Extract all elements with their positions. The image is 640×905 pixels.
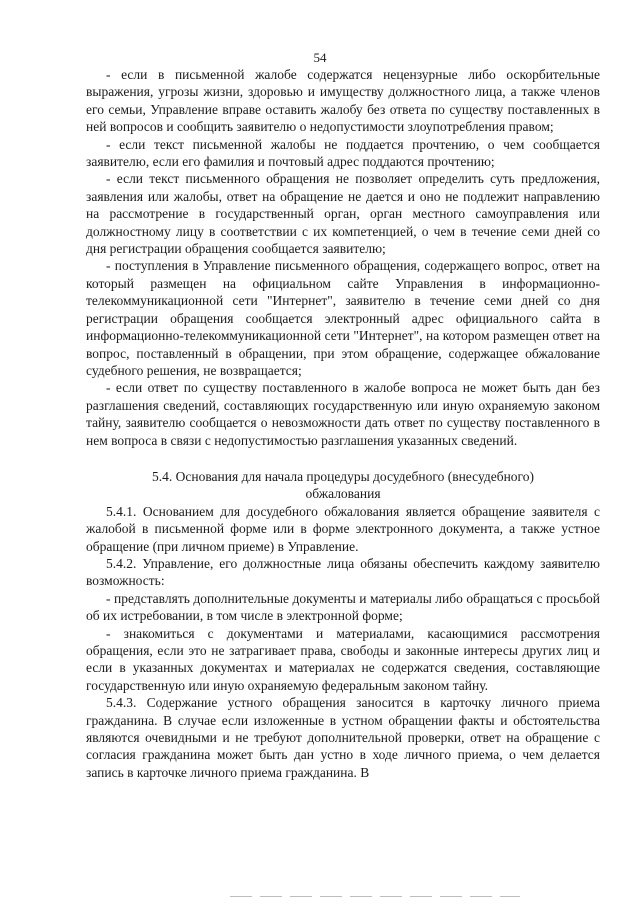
paragraph-answer-on-website: - поступления в Управление письменного обращения, содержащего вопрос, ответ на который размещен на официальном сайте Управления в информационно-телекоммуникационной сети "Интернет", заявителю в течение семи дней со дня регистрации обращения сообщается электронный адрес официального сайта в информационно-телекоммуникационной сети "Интернет", на котором размещен ответ на вопрос, поставленный в обращении, при этом обращение, содержащее обжалование судебного решения, не возвращается; <box>86 258 600 378</box>
paragraph-unreadable-complaint: - если текст письменной жалобы не поддается прочтению, о чем сообщается заявителю, если его фамилия и почтовый адрес поддаются прочтению; <box>86 136 600 170</box>
paragraph-submit-documents: - представлять дополнительные документы и материалы либо обращаться с просьбой об их истребовании, в том числе в электронной форме; <box>86 590 600 624</box>
page-number: 54 <box>313 50 327 65</box>
section-heading: 5.4. Основания для начала процедуры досудебного (внесудебного) обжалования <box>152 468 534 502</box>
scan-artifact-divider <box>230 896 520 897</box>
paragraph-state-secret: - если ответ по существу поставленного в жалобе вопроса не может быть дан без разглашения сведений, составляющих государственную или иную охраняемую законом тайну, заявителю сообщается о невозможности дать ответ по существу поставленного в нем вопроса в связи с недопустимостью разглашения указанных сведений. <box>86 380 600 448</box>
paragraph-unclear-appeal: - если текст письменного обращения не позволяет определить суть предложения, заявления или жалобы, ответ на обращение не дается и оно не подлежит направлению на рассмотрение в государственный орган, орган местного самоуправления или должностному лицу в соответствии с их компетенцией, о чем в течение семи дней со дня регистрации обращения сообщается заявителю; <box>86 171 600 257</box>
paragraph-5-4-2: 5.4.2. Управление, его должностные лица обязаны обеспечить каждому заявителю возможность: <box>86 555 600 589</box>
paragraph-5-4-1: 5.4.1. Основанием для досудебного обжалования является обращение заявителя с жалобой в письменной форме или в форме электронного документа, а также устное обращение (при личном приеме) в Управление. <box>86 503 600 554</box>
document-body <box>86 66 600 781</box>
paragraph-5-4-3: 5.4.3. Содержание устного обращения заносится в карточку личного приема гражданина. В случае если изложенные в устном обращении факты и обстоятельства являются очевидными и не требуют дополнительной проверки, ответ на обращение с согласия гражданина может быть дан устно в ходе личного приема, о чем делается запись в карточке личного приема гражданина. В <box>86 695 600 780</box>
paragraph-obscene-complaint: - если в письменной жалобе содержатся нецензурные либо оскорбительные выражения, угрозы жизни, здоровью и имуществу должностного лица, а также членов его семьи, Управление вправе оставить жалобу без ответа по существу поставленных в ней вопросов и сообщить заявителю о недопустимости злоупотребления правом; <box>86 67 600 135</box>
paragraph-review-materials: - знакомиться с документами и материалами, касающимися рассмотрения обращения, если это не затрагивает права, свободы и законные интересы других лиц и если в указанных документах и материалах не содержатся сведения, составляющие государственную или иную охраняемую федеральным законом тайну. <box>86 625 600 693</box>
